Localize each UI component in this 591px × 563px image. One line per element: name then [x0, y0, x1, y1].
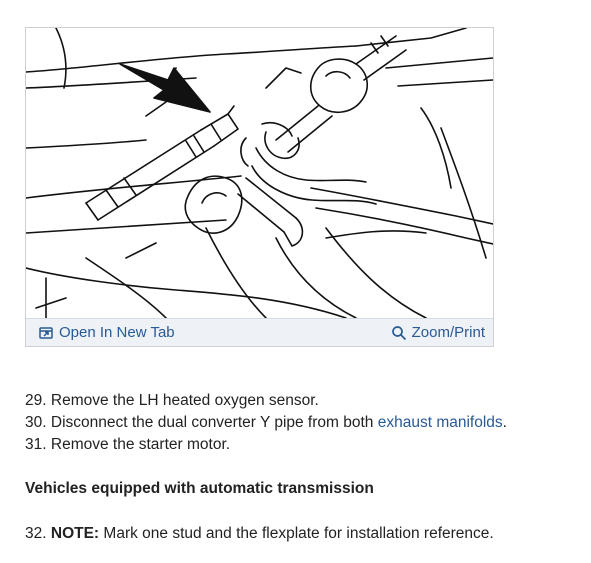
section-heading: Vehicles equipped with automatic transmission	[25, 480, 374, 497]
open-new-tab-icon	[38, 325, 54, 341]
step-text: Disconnect the dual converter Y pipe from both	[50, 414, 378, 431]
step-text: Remove the starter motor.	[50, 436, 231, 453]
step-30	[25, 412, 575, 434]
figure-card	[25, 27, 494, 347]
oxygen-sensor-illustration	[26, 28, 493, 318]
step-31	[25, 434, 575, 456]
exhaust-manifolds-link[interactable]: exhaust manifolds	[377, 414, 503, 431]
note-text: Mark one stud and the flexplate for installation reference.	[103, 525, 494, 542]
note-label: NOTE:	[50, 525, 100, 542]
magnifier-icon	[391, 325, 407, 341]
open-in-new-tab-link[interactable]	[38, 323, 175, 343]
step-number: 32.	[25, 525, 47, 542]
step-29	[25, 390, 575, 412]
step-number: 29.	[25, 392, 47, 409]
procedure-steps	[25, 390, 575, 456]
zoom-print-link[interactable]	[391, 323, 485, 343]
step-number: 31.	[25, 436, 47, 453]
open-in-new-tab-label: Open In New Tab	[59, 324, 175, 341]
figure-toolbar	[26, 318, 493, 346]
zoom-print-label: Zoom/Print	[411, 324, 485, 341]
step-32-note	[25, 523, 494, 545]
step-number: 30.	[25, 414, 47, 431]
step-text: Remove the LH heated oxygen sensor.	[50, 392, 319, 409]
step-text-end: .	[502, 414, 507, 431]
